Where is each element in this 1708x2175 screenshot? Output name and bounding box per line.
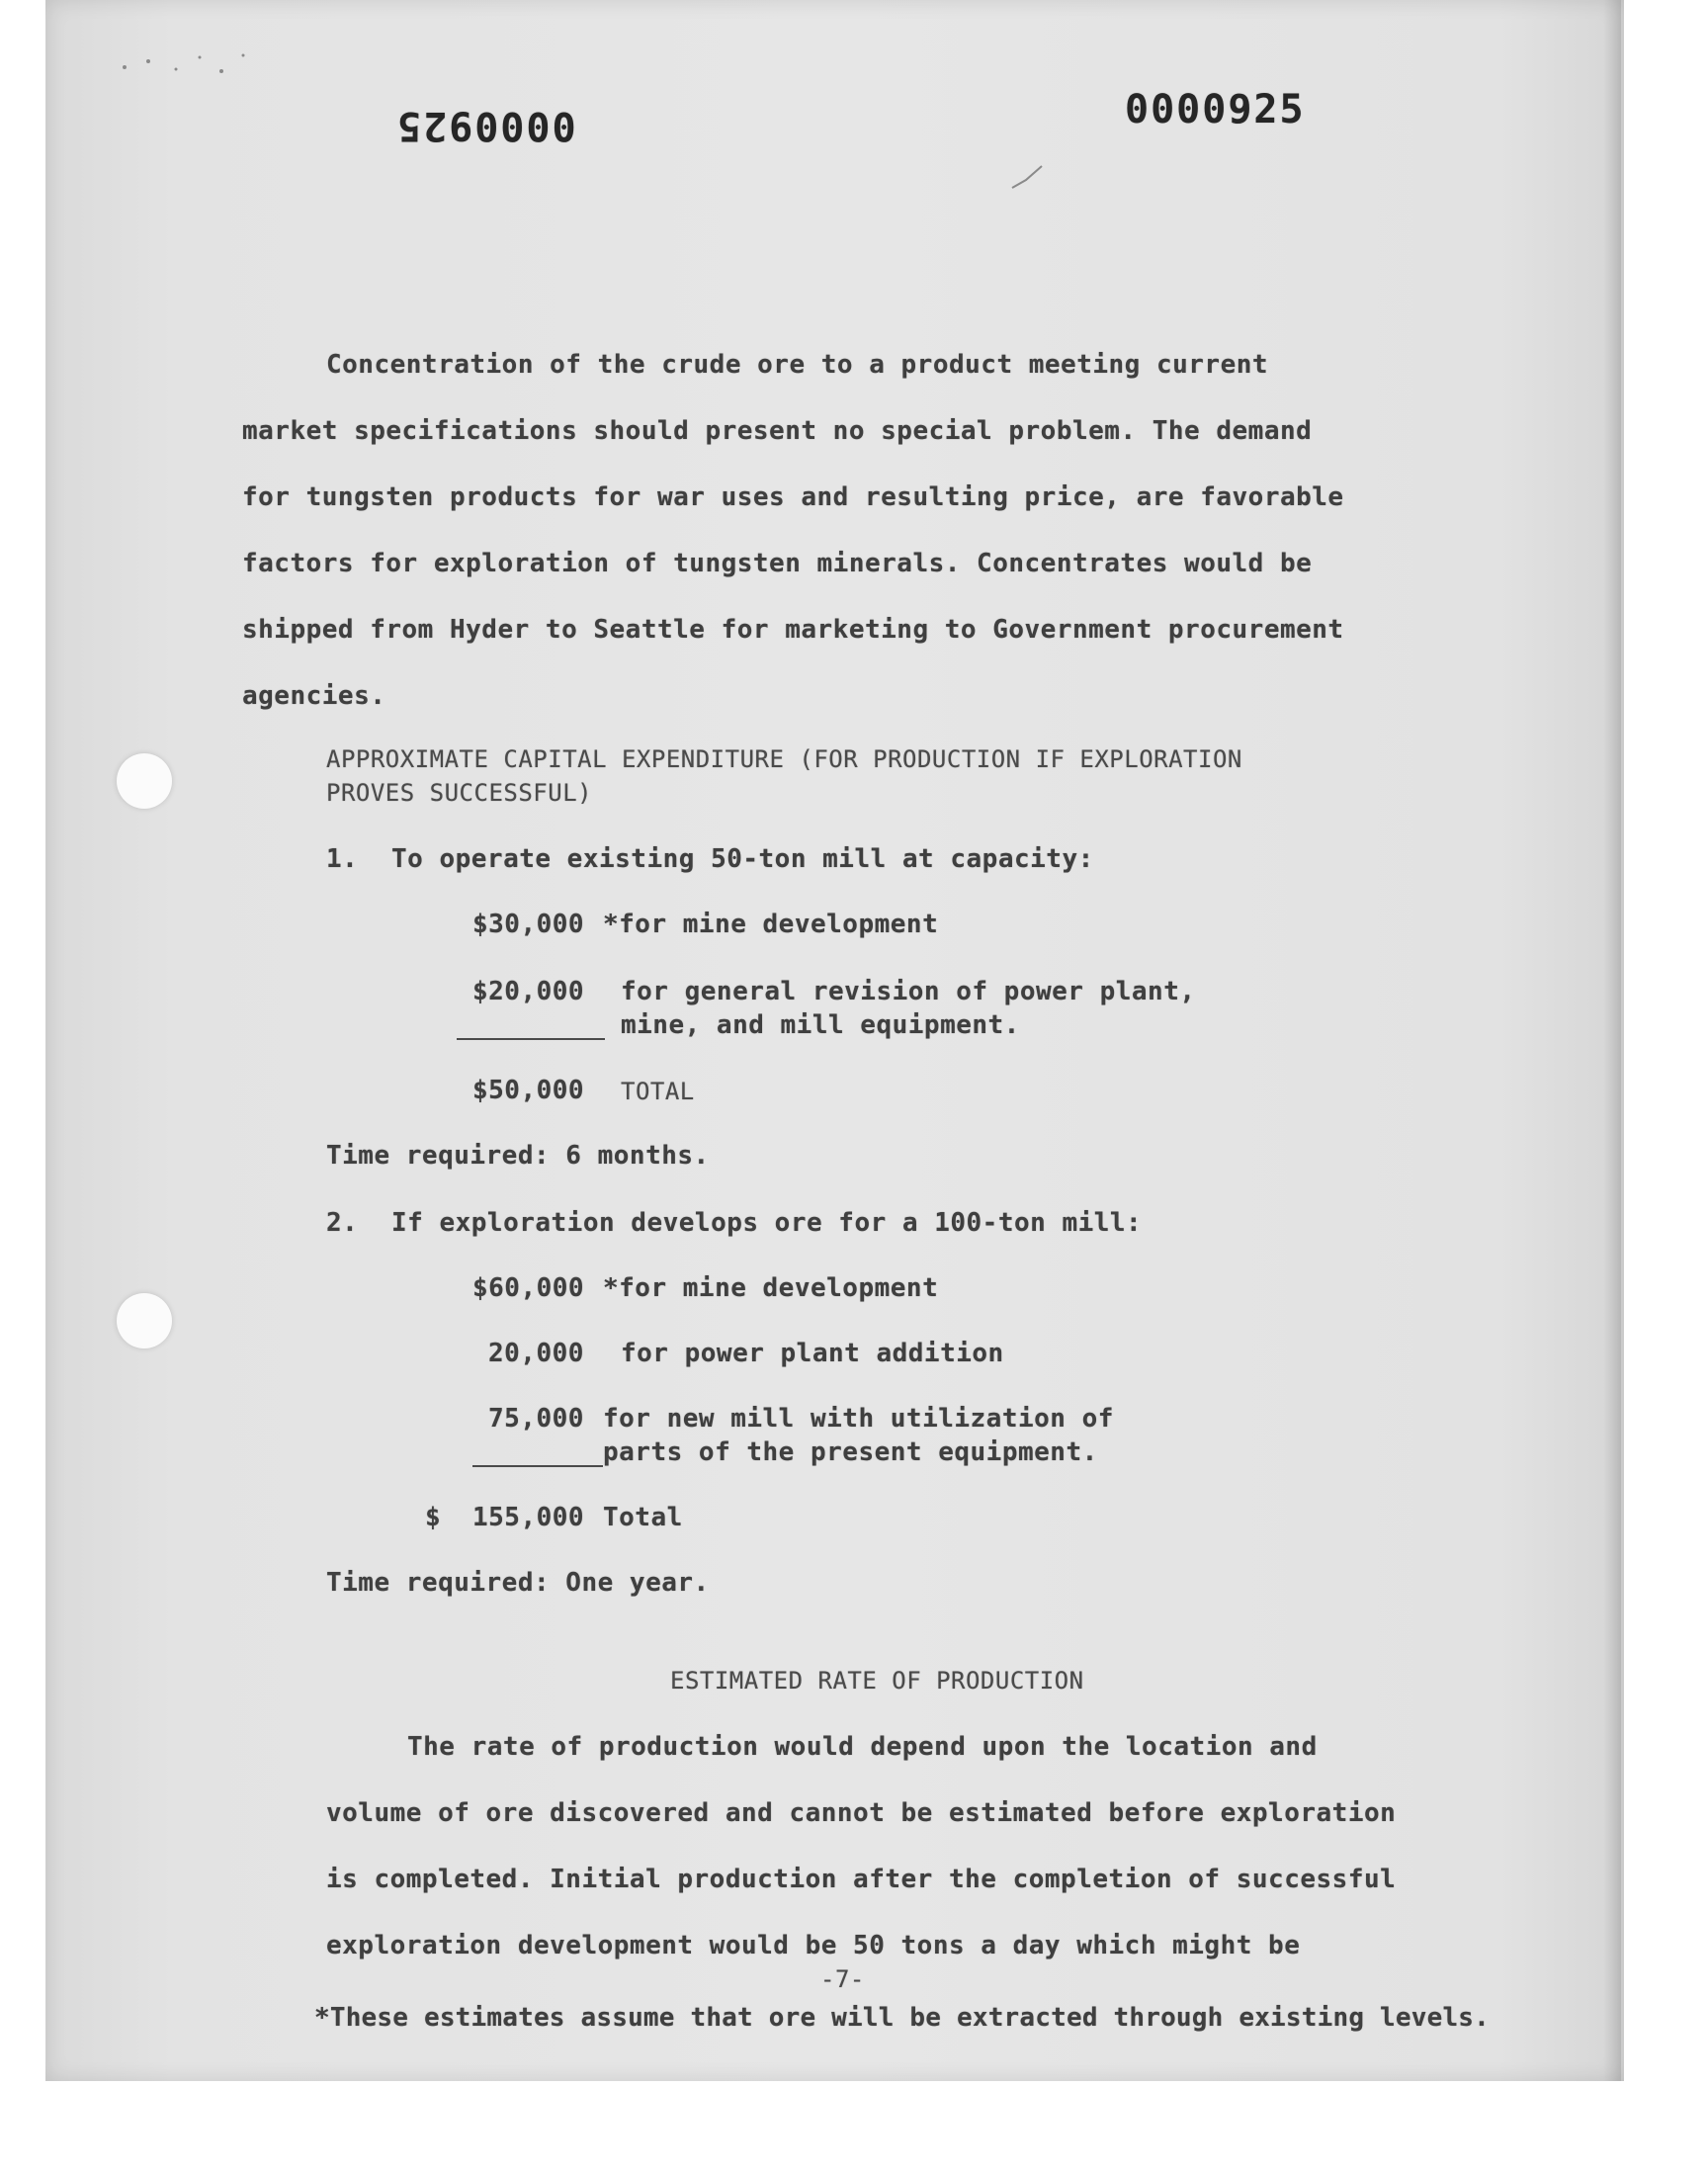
- capital-heading-line-1: APPROXIMATE CAPITAL EXPENDITURE (FOR PRODUCTION IF EXPLORATION: [326, 745, 1242, 773]
- page-number: -7-: [820, 1965, 865, 1993]
- production-line-1: The rate of production would depend upon the location and: [407, 1732, 1318, 1762]
- item-2-desc-1: *for mine development: [603, 1273, 939, 1303]
- item-2-amount-1: $60,000: [472, 1273, 585, 1303]
- document-number-stamp: 0000925: [1125, 87, 1306, 132]
- item-1-desc-2: for general revision of power plant,: [621, 977, 1196, 1006]
- production-line-4: exploration development would be 50 tons a day which might be: [326, 1931, 1301, 1960]
- item-2-desc-2: for power plant addition: [621, 1339, 1004, 1368]
- intro-line-6: agencies.: [242, 681, 386, 711]
- item-2-total-amount: 155,000: [472, 1503, 585, 1532]
- punch-hole-top: [117, 753, 172, 809]
- item-2-time: Time required: One year.: [326, 1568, 710, 1598]
- item-1-number: 1.: [326, 844, 359, 874]
- production-line-3: is completed. Initial production after the completion of successful: [326, 1865, 1397, 1894]
- scan-speck-marks: [119, 47, 257, 87]
- intro-line-2: market specifications should present no special problem. The demand: [242, 416, 1313, 446]
- footnote: *These estimates assume that ore will be extracted through existing levels.: [314, 2003, 1490, 2033]
- item-1-amount-1: $30,000: [472, 910, 585, 939]
- item-1-amount-2: $20,000: [472, 977, 585, 1006]
- subtotal-rule-1: [457, 1038, 605, 1040]
- scanned-page: [45, 0, 1624, 2081]
- intro-line-3: for tungsten products for war uses and resulting price, are favorable: [242, 482, 1344, 512]
- punch-hole-bottom: [117, 1293, 172, 1348]
- scan-smudge: [1008, 158, 1048, 198]
- item-1-desc-1: *for mine development: [603, 910, 939, 939]
- subtotal-rule-2: [472, 1465, 603, 1467]
- production-line-2: volume of ore discovered and cannot be estimated before exploration: [326, 1798, 1397, 1828]
- intro-line-5: shipped from Hyder to Seattle for marketing to Government procurement: [242, 615, 1344, 645]
- intro-line-4: factors for exploration of tungsten minerals. Concentrates would be: [242, 549, 1313, 578]
- item-2-total-symbol: $: [425, 1503, 442, 1532]
- item-1-amount-3: $50,000: [472, 1076, 585, 1105]
- item-2-desc-3: for new mill with utilization of: [603, 1404, 1114, 1434]
- item-2-title: If exploration develops ore for a 100-ton mill:: [391, 1208, 1143, 1238]
- production-heading: ESTIMATED RATE OF PRODUCTION: [670, 1667, 1084, 1695]
- item-2-number: 2.: [326, 1208, 359, 1238]
- item-1-time: Time required: 6 months.: [326, 1141, 710, 1171]
- item-2-total-label: Total: [603, 1503, 683, 1532]
- item-1-total-label: TOTAL: [621, 1078, 695, 1105]
- document-number-stamp-inverted: 0000925: [395, 103, 576, 148]
- capital-heading-line-2: PROVES SUCCESSFUL): [326, 779, 593, 807]
- item-2-amount-3: 75,000: [488, 1404, 584, 1434]
- intro-line-1: Concentration of the crude ore to a product meeting current: [326, 350, 1269, 380]
- page-edge-shadow: [1603, 0, 1621, 2081]
- item-1-desc-2b: mine, and mill equipment.: [621, 1010, 1020, 1040]
- item-2-desc-3b: parts of the present equipment.: [603, 1437, 1098, 1467]
- item-1-title: To operate existing 50-ton mill at capacity:: [391, 844, 1094, 874]
- item-2-amount-2: 20,000: [488, 1339, 584, 1368]
